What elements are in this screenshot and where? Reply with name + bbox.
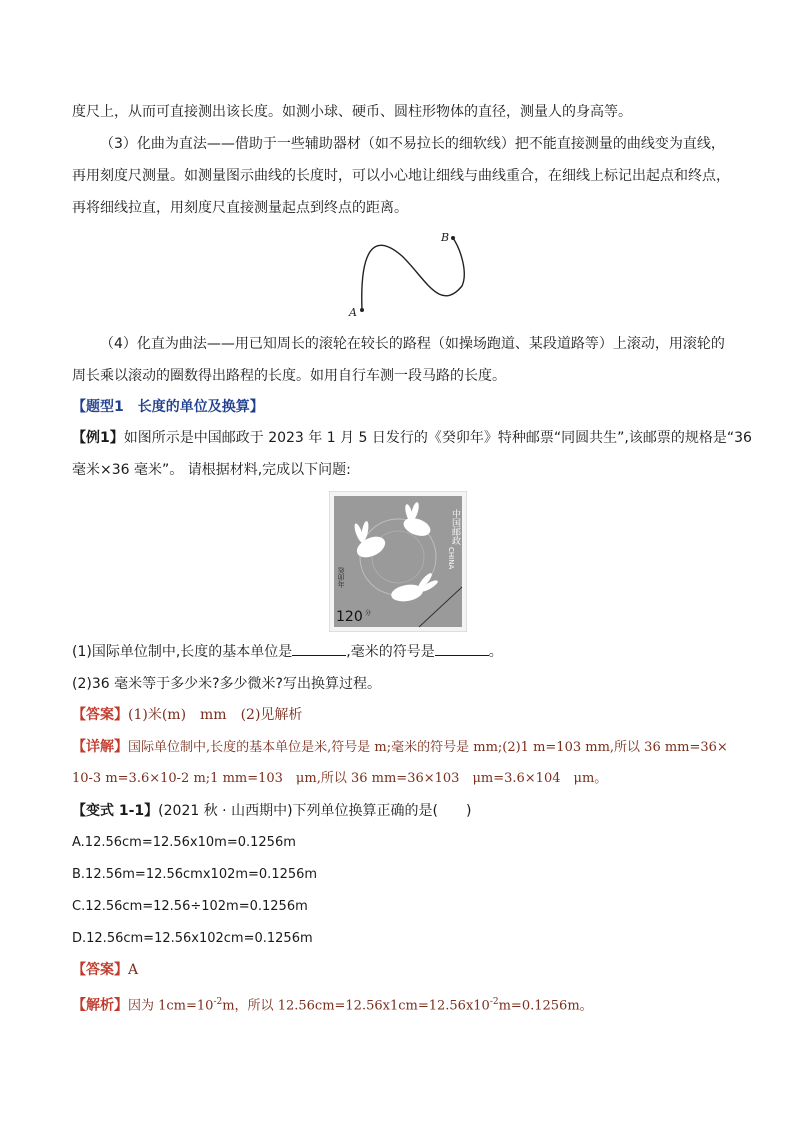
answer-line — [72, 705, 722, 725]
point-a — [360, 308, 364, 312]
answer-blank — [435, 642, 489, 656]
label-b: B — [441, 231, 450, 244]
paragraph-line: 再用刻度尺测量。如测量图示曲线的长度时，可以小心地让细线与曲线重合，在细线上标记出起点和终点， — [72, 168, 730, 184]
example-tag: 【例1】 — [72, 430, 124, 446]
detail-text: 国际单位制中,长度的基本单位是米,符号是 m;毫米的符号是 mm;(2)1 m=103 mm,所以 36 mm=36× — [128, 740, 728, 755]
question-2: (2)36 毫米等于多少米?多少微米?写出换算过程。 — [72, 676, 381, 692]
curve-path — [362, 238, 464, 310]
answer-text: (1)米(m) mm (2)见解析 — [128, 707, 303, 723]
stamp-unit: 分 — [365, 610, 372, 617]
answer-blank — [292, 642, 346, 656]
option-c: C.12.56cm=12.56÷102m=0.1256m — [72, 899, 308, 914]
analysis-tag: 【解析】 — [72, 997, 128, 1014]
answer-tag: 【答案】 — [72, 962, 128, 978]
analysis-line: 【解析】因为 $1cm=10^{-2}m$，所以 $12.56cm=12.56x1cm=12.56x10^{-2}m=0.1256m$。 — [72, 997, 593, 1014]
answer-text: A — [128, 962, 139, 978]
variant-text: (2021 秋 · 山西期中)下列单位换算正确的是( ) — [158, 803, 472, 819]
option-d: D.12.56cm=12.56x102cm=0.1256m — [72, 931, 313, 946]
example-line — [72, 428, 752, 448]
detail-line: 10-3 m=3.6×10-2 m;1 mm=103 μm,所以 36 mm=36×103 μm=3.6×104 μm。 — [72, 771, 608, 786]
option-a: A.12.56cm=12.56x10m=0.1256m — [72, 835, 296, 850]
paragraph-line: （3）化曲为直法——借助于一些辅助器材（如不易拉长的细软线）把不能直接测量的曲线变为直线， — [100, 136, 725, 152]
paragraph-line: （4）化直为曲法——用已知周长的滚轮在较长的路程（如操场跑道、某段道路等）上滚动，用滚轮的 — [100, 336, 725, 352]
stamp-year-name: 癸卯年 — [337, 567, 345, 588]
stamp-value: 120 — [336, 609, 363, 625]
variant-tag: 【变式 1-1】 — [72, 803, 159, 819]
section-title: 【题型1 长度的单位及换算】 — [72, 399, 264, 415]
point-b — [451, 236, 455, 240]
stamp-country-cn: 中国邮政 — [450, 509, 460, 545]
example-line: 毫米×36 毫米”。 请根据材料,完成以下问题: — [72, 462, 351, 478]
paragraph-line: 度尺上，从而可直接测出该长度。如测小球、硬币、圆柱形物体的直径，测量人的身高等。 — [72, 104, 632, 120]
curve-figure — [340, 228, 470, 320]
variant-line — [72, 801, 722, 821]
paragraph-line: 周长乘以滚动的圈数得出路程的长度。如用自行车测一段马路的长度。 — [72, 368, 506, 384]
question-1: (1)国际单位制中,长度的基本单位是 ,毫米的符号是 。 — [72, 644, 503, 660]
paragraph-line: 再将细线拉直，用刻度尺直接测量起点到终点的距离。 — [72, 200, 408, 216]
stamp-image — [329, 491, 467, 632]
option-b: B.12.56m=12.56cmx102m=0.1256m — [72, 867, 318, 882]
detail-tag: 【详解】 — [72, 739, 128, 755]
answer-tag: 【答案】 — [72, 707, 128, 723]
variant-answer-line — [72, 960, 722, 980]
detail-line — [72, 737, 728, 758]
stamp-country-en: CHINA — [447, 547, 455, 570]
label-a: A — [349, 306, 357, 319]
example-text: 如图所示是中国邮政于 2023 年 1 月 5 日发行的《癸卯年》特种邮票“同圆共生”,该邮票的规格是“36 — [123, 430, 752, 446]
